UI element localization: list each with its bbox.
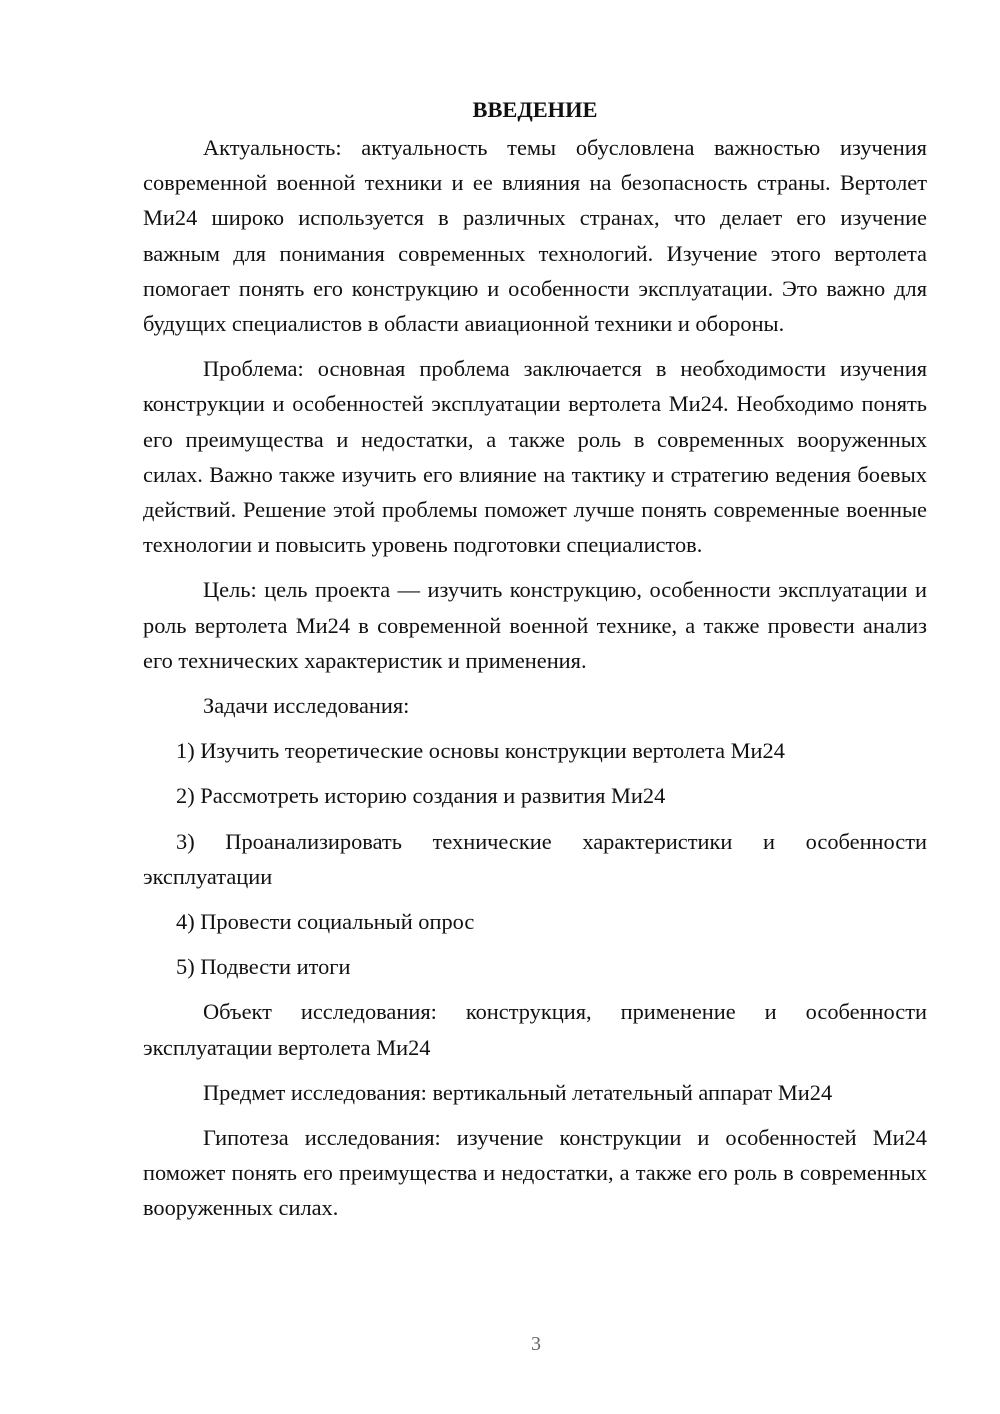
task-item-1: 1) Изучить теоретические основы конструкции вертолета Ми24: [176, 738, 785, 764]
paragraph-relevance: Актуальность: актуальность темы обусловлена важностью изучения современной военной техники и ее влияния на безопасность страны. Вертолет Ми24 широко используется в различных странах, что делает его изучение важным для понимания современных технологий. Изучение этого вертолета помогает понять его конструкцию и особенности эксплуатации. Это важно для будущих специалистов в области авиационной техники и обороны.: [143, 135, 927, 337]
paragraph-object: Объект исследования: конструкция, применение и особенности эксплуатации вертолета Ми24: [143, 999, 927, 1060]
task-item-4: 4) Провести социальный опрос: [176, 909, 475, 935]
paragraph-hypothesis: Гипотеза исследования: изучение конструкции и особенностей Ми24 поможет понять его преимущества и недостатки, а также его роль в современных вооруженных силах.: [143, 1125, 927, 1221]
paragraph-problem: Проблема: основная проблема заключается в необходимости изучения конструкции и особенностей эксплуатации вертолета Ми24. Необходимо понять его преимущества и недостатки, а также роль в современных вооруженных силах. Важно также изучить его влияние на тактику и стратегию ведения боевых действий. Решение этой проблемы поможет лучше понять современные военные технологии и повысить уровень подготовки специалистов.: [143, 356, 927, 558]
page-number: 3: [531, 1333, 541, 1355]
task-item-2: 2) Рассмотреть историю создания и развития Ми24: [176, 783, 666, 809]
document-body: [143, 92, 927, 1236]
paragraph-tasks-heading: Задачи исследования:: [203, 693, 410, 719]
task-item-3: 3) Проанализировать технические характеристики и особенности эксплуатации: [143, 828, 927, 889]
section-title: ВВЕДЕНИЕ: [472, 97, 598, 122]
paragraph-goal: Цель: цель проекта — изучить конструкцию, особенности эксплуатации и роль вертолета Ми24 в современной военной технике, а также провести анализ его технических характеристик и применения.: [143, 577, 927, 673]
paragraph-subject: Предмет исследования: вертикальный летательный аппарат Ми24: [203, 1079, 833, 1105]
task-item-5: 5) Подвести итоги: [176, 954, 351, 980]
